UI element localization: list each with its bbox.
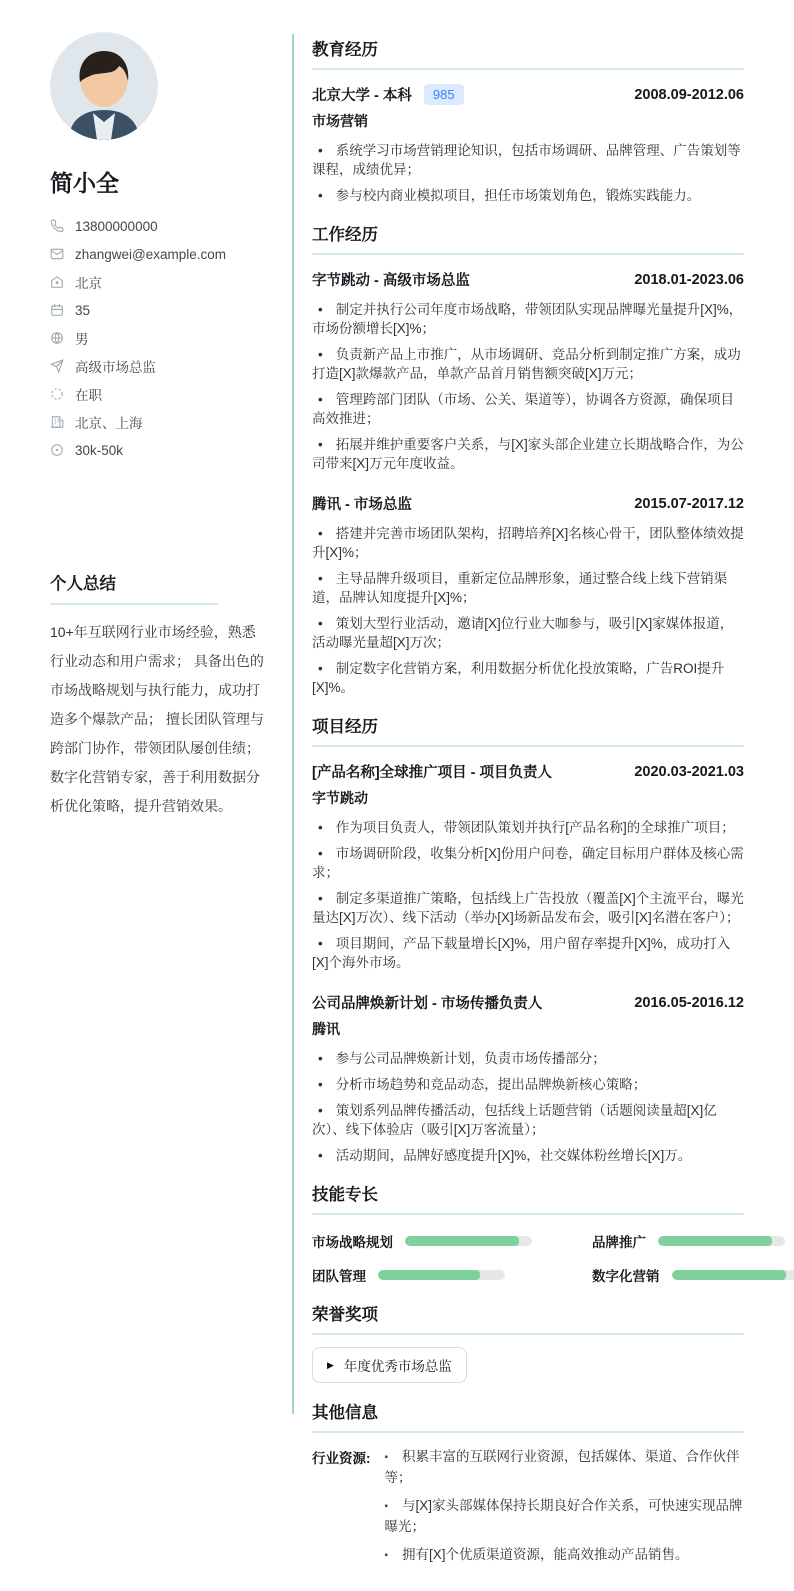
project-title: 公司品牌焕新计划 - 市场传播负责人: [312, 992, 542, 1013]
skills-grid: [312, 1231, 744, 1285]
contact-value: 男: [75, 328, 89, 348]
skill-bar: [658, 1236, 785, 1246]
contact-value: 30k-50k: [75, 443, 123, 458]
bullet: ▪ 拥有[X]个优质渠道资源，能高效推动产品销售。: [385, 1545, 745, 1566]
skill-label: 数字化营销: [592, 1265, 660, 1285]
project-title: [产品名称]全球推广项目 - 项目负责人: [312, 761, 552, 782]
calendar-icon: [50, 303, 64, 317]
bullet: ▪ 积累丰富的互联网行业资源，包括媒体、渠道、合作伙伴等；: [385, 1447, 745, 1487]
bullet: • 活动期间，品牌好感度提升[X]%，社交媒体粉丝增长[X]万。: [312, 1146, 744, 1165]
bullet: ▪ 与[X]家头部媒体保持长期良好合作关系，可快速实现品牌曝光；: [385, 1496, 745, 1536]
work-entry: [312, 493, 744, 697]
school-badge: 985: [424, 84, 464, 105]
work-title: 字节跳动 - 高级市场总监: [312, 269, 470, 290]
gender-icon: [50, 331, 64, 345]
section-title-projects: 项目经历: [312, 713, 744, 747]
skill-bar: [405, 1236, 532, 1246]
contact-value: 35: [75, 303, 90, 318]
section-education: [312, 36, 744, 205]
other-bullets: [385, 1447, 745, 1575]
section-title-skills: 技能专长: [312, 1181, 744, 1215]
section-title-education: 教育经历: [312, 36, 744, 70]
honor-label: 年度优秀市场总监: [344, 1355, 452, 1375]
education-bullets: [312, 141, 744, 205]
contact-position: [50, 352, 266, 380]
contact-value: zhangwei@example.com: [75, 247, 226, 262]
candidate-name: 简小全: [50, 165, 266, 198]
work-bullets: [312, 300, 744, 473]
bullet: • 分析市场趋势和竞品动态，提出品牌焕新核心策略；: [312, 1075, 744, 1094]
summary-section: [50, 570, 266, 821]
section-honors: [312, 1301, 744, 1383]
skill-label: 品牌推广: [592, 1231, 646, 1251]
skill-bar: [672, 1270, 794, 1280]
bullet: • 参与校内商业模拟项目，担任市场策划角色，锻炼实践能力。: [312, 186, 744, 205]
bullet: • 负责新产品上市推广，从市场调研、竞品分析到制定推广方案，成功打造[X]款爆款产品，单款产品首月销售额突破[X]万元；: [312, 345, 744, 383]
major: 市场营销: [312, 111, 744, 131]
project-company: 腾讯: [312, 1019, 744, 1039]
phone-icon: [50, 219, 64, 233]
bullet: • 主导品牌升级项目，重新定位品牌形象，通过整合线上线下营销渠道，品牌认知度提升[X]%；: [312, 569, 744, 607]
vertical-divider: [292, 34, 294, 1414]
contact-value: 北京、上海: [75, 412, 143, 432]
section-other: [312, 1399, 744, 1575]
play-icon: [327, 1360, 334, 1371]
bullet: • 市场调研阶段，收集分析[X]份用户问卷，确定目标用户群体及核心需求；: [312, 844, 744, 882]
skill-bar: [378, 1270, 505, 1280]
section-title-work: 工作经历: [312, 221, 744, 255]
contact-value: 在职: [75, 384, 102, 404]
contact-salary: [50, 436, 266, 464]
work-date: 2018.01-2023.06: [634, 272, 744, 288]
bullet: • 策划系列品牌传播活动，包括线上话题营销（话题阅读量超[X]亿次）、线下体验店（吸引[X]万客流量）；: [312, 1101, 744, 1139]
status-icon: [50, 387, 64, 401]
project-entry: [312, 761, 744, 972]
mail-icon: [50, 247, 64, 261]
skill-item: [312, 1231, 592, 1251]
summary-title: 个人总结: [50, 570, 218, 605]
contact-location: [50, 268, 266, 296]
bullet: • 制定多渠道推广策略，包括线上广告投放（覆盖[X]个主流平台，曝光量达[X]万次）、线下活动（举办[X]场新品发布会，吸引[X]名潜在客户）；: [312, 889, 744, 927]
building-icon: [50, 415, 64, 429]
project-entry: [312, 992, 744, 1165]
skill-label: 市场战略规划: [312, 1231, 393, 1251]
contact-value: 13800000000: [75, 219, 158, 234]
project-date: 2016.05-2016.12: [634, 995, 744, 1011]
target-icon: [50, 443, 64, 457]
skill-bar-fill: [378, 1270, 480, 1280]
contact-status: [50, 380, 266, 408]
section-title-other: 其他信息: [312, 1399, 744, 1433]
resume-main: [312, 36, 744, 1591]
bullet: • 项目期间，产品下载量增长[X]%，用户留存率提升[X]%，成功打入[X]个海外市场。: [312, 934, 744, 972]
skill-bar-fill: [658, 1236, 772, 1246]
sidebar: [50, 32, 266, 821]
work-entry: [312, 269, 744, 473]
contact-value: 高级市场总监: [75, 356, 156, 376]
paper-plane-icon: [50, 359, 64, 373]
work-bullets: [312, 524, 744, 697]
other-label: 行业资源:: [312, 1447, 371, 1575]
summary-text: 10+年互联网行业市场经验，熟悉行业动态和用户需求； 具备出色的市场战略规划与执行能力，成功打造多个爆款产品； 擅长团队管理与跨部门协作，带领团队屡创佳绩； 数字化营销专家，善于利用数据分析优化策略，提升营销效果。: [50, 618, 266, 821]
contact-age: [50, 296, 266, 324]
section-title-honors: 荣誉奖项: [312, 1301, 744, 1335]
project-bullets: [312, 818, 744, 972]
section-work: [312, 221, 744, 697]
skill-item: [312, 1265, 592, 1285]
section-projects: [312, 713, 744, 1165]
project-company: 字节跳动: [312, 788, 744, 808]
project-date: 2020.03-2021.03: [634, 764, 744, 780]
skill-bar-fill: [405, 1236, 519, 1246]
work-date: 2015.07-2017.12: [634, 496, 744, 512]
bullet: • 管理跨部门团队（市场、公关、渠道等），协调各方资源，确保项目高效推进；: [312, 390, 744, 428]
other-info-row: [312, 1447, 744, 1575]
home-icon: [50, 275, 64, 289]
skill-item: [592, 1231, 794, 1251]
section-skills: [312, 1181, 744, 1285]
bullet: • 系统学习市场营销理论知识，包括市场调研、品牌管理、广告策划等课程，成绩优异；: [312, 141, 744, 179]
contact-value: 北京: [75, 272, 102, 292]
school-name: 北京大学 - 本科: [312, 84, 412, 105]
bullet: • 制定并执行公司年度市场战略，带领团队实现品牌曝光量提升[X]%，市场份额增长[X]%；: [312, 300, 744, 338]
bullet: • 搭建并完善市场团队架构，招聘培养[X]名核心骨干，团队整体绩效提升[X]%；: [312, 524, 744, 562]
avatar: [50, 32, 158, 140]
education-date: 2008.09-2012.06: [634, 87, 744, 103]
skill-item: [592, 1265, 794, 1285]
bullet: • 制定数字化营销方案，利用数据分析优化投放策略，广告ROI提升[X]%。: [312, 659, 744, 697]
skill-bar-fill: [672, 1270, 786, 1280]
work-title: 腾讯 - 市场总监: [312, 493, 412, 514]
contact-email: [50, 240, 266, 268]
contact-cities: [50, 408, 266, 436]
project-bullets: [312, 1049, 744, 1165]
bullet: • 作为项目负责人，带领团队策划并执行[产品名称]的全球推广项目；: [312, 818, 744, 837]
education-entry: [312, 84, 744, 205]
honor-chip[interactable]: [312, 1347, 467, 1383]
contact-list: [50, 212, 266, 464]
skill-label: 团队管理: [312, 1265, 366, 1285]
contact-gender: [50, 324, 266, 352]
bullet: • 策划大型行业活动，邀请[X]位行业大咖参与，吸引[X]家媒体报道，活动曝光量超[X]万次；: [312, 614, 744, 652]
bullet: • 拓展并维护重要客户关系，与[X]家头部企业建立长期战略合作，为公司带来[X]万元年度收益。: [312, 435, 744, 473]
contact-phone: [50, 212, 266, 240]
bullet: • 参与公司品牌焕新计划，负责市场传播部分；: [312, 1049, 744, 1068]
